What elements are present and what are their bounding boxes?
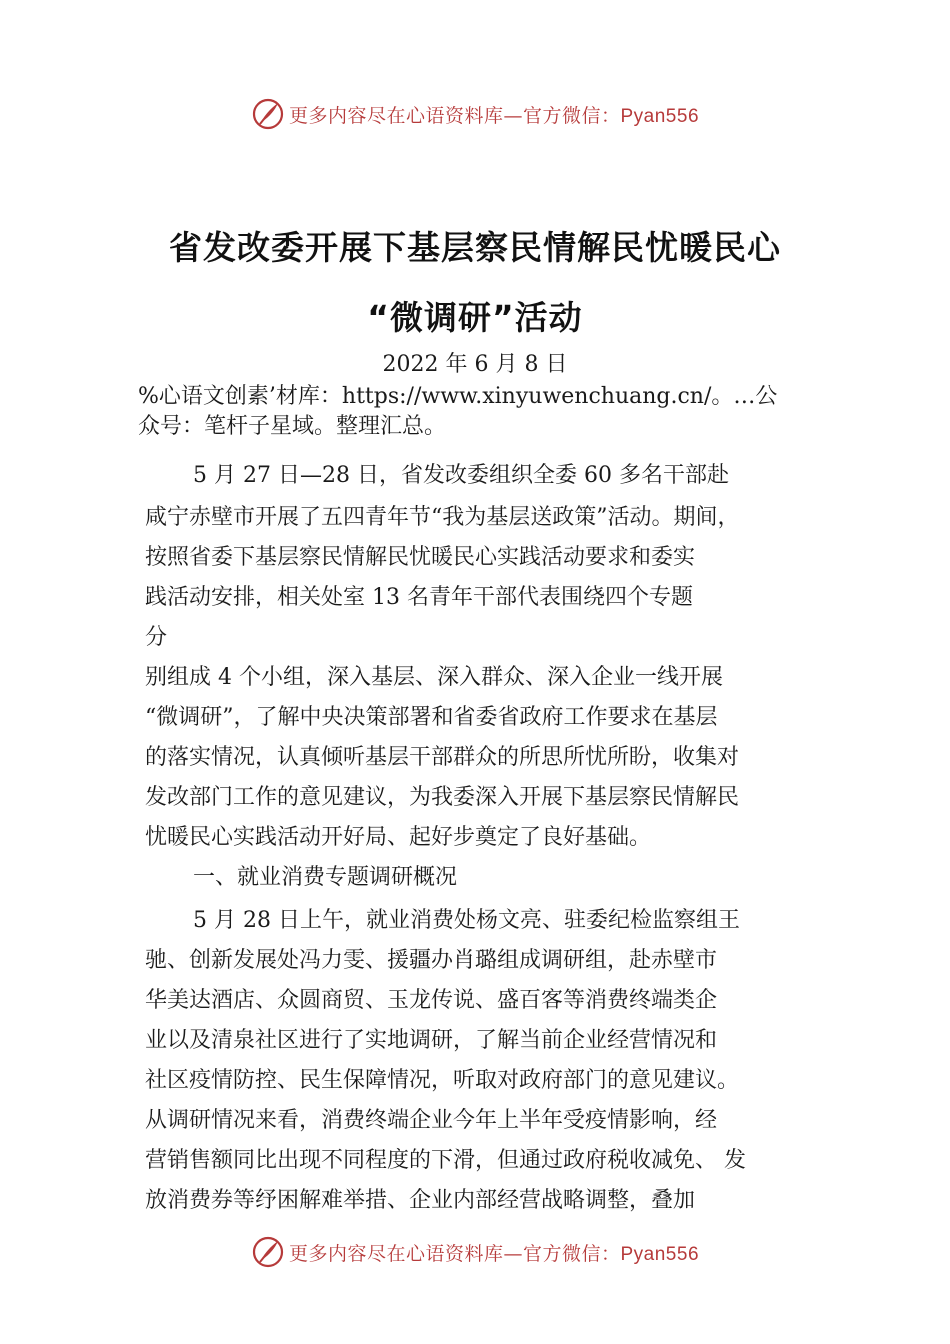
document-title-line-1: 省发改委开展下基层察民情解民忧暖民心 xyxy=(169,228,781,267)
body-line: 营销售额同比出现不同程度的下滑，但通过政府税收减免、 发 xyxy=(145,1148,746,1173)
body-line: 驰、创新发展处冯力雯、援疆办肖璐组成调研组，赴赤壁市 xyxy=(145,948,718,973)
body-line: 的落实情况，认真倾听基层干部群众的所思所忧所盼，收集对 xyxy=(145,745,740,770)
body-line: 忧暖民心实践活动开好局、起好步奠定了良好基础。 xyxy=(145,825,652,850)
footer-watermark-banner xyxy=(0,1232,950,1272)
quill-logo-icon xyxy=(251,1235,285,1269)
body-line: 按照省委下基层察民情解民忧暖民心实践活动要求和委实 xyxy=(145,545,696,570)
body-line: 业以及清泉社区进行了实地调研，了解当前企业经营情况和 xyxy=(145,1028,718,1053)
header-wechat-id: Pyan556 xyxy=(620,105,700,127)
body-line: 咸宁赤壁市开展了五四青年节“我为基层送政策”活动。期间， xyxy=(145,505,740,530)
source-note-line: %心语文创素’材库：https://www.xinyuwenchuang.cn/。…公 xyxy=(138,384,778,409)
footer-banner-text: 更多内容尽在心语资料库—官方微信：Pyan556 xyxy=(288,1242,700,1265)
source-note-line: 众号：笔杆子星域。整理汇总。 xyxy=(138,414,447,439)
body-line: 发改部门工作的意见建议，为我委深入开展下基层察民情解民 xyxy=(145,785,740,810)
body-line: 华美达酒店、众圆商贸、玉龙传说、盛百客等消费终端类企 xyxy=(145,988,718,1013)
document-date: 2022 年 6 月 8 日 xyxy=(382,352,568,377)
body-line: 别组成 4 个小组，深入基层、深入群众、深入企业一线开展 xyxy=(145,665,723,690)
document-title-line-2: “微调研”活动 xyxy=(367,298,583,337)
body-line: 社区疫情防控、民生保障情况，听取对政府部门的意见建议。 xyxy=(145,1068,740,1093)
body-line: 分 xyxy=(145,625,168,650)
header-watermark-banner xyxy=(0,94,950,134)
body-line: 放消费券等纾困解难举措、企业内部经营战略调整，叠加 xyxy=(145,1188,696,1213)
body-line: 践活动安排，相关处室 13 名青年干部代表围绕四个专题 xyxy=(145,585,693,610)
body-line: 从调研情况来看，消费终端企业今年上半年受疫情影响，经 xyxy=(145,1108,718,1133)
quill-logo-icon xyxy=(251,97,285,131)
section-heading: 一、就业消费专题调研概况 xyxy=(193,865,458,890)
header-banner-text: 更多内容尽在心语资料库—官方微信：Pyan556 xyxy=(288,104,700,127)
footer-wechat-id: Pyan556 xyxy=(620,1243,700,1265)
body-line: 5 月 28 日上午，就业消费处杨文亮、驻委纪检监察组王 xyxy=(193,908,740,933)
body-line: 5 月 27 日—28 日，省发改委组织全委 60 多名干部赴 xyxy=(193,463,729,488)
body-line: “微调研”，了解中央决策部署和省委省政府工作要求在基层 xyxy=(145,705,718,730)
